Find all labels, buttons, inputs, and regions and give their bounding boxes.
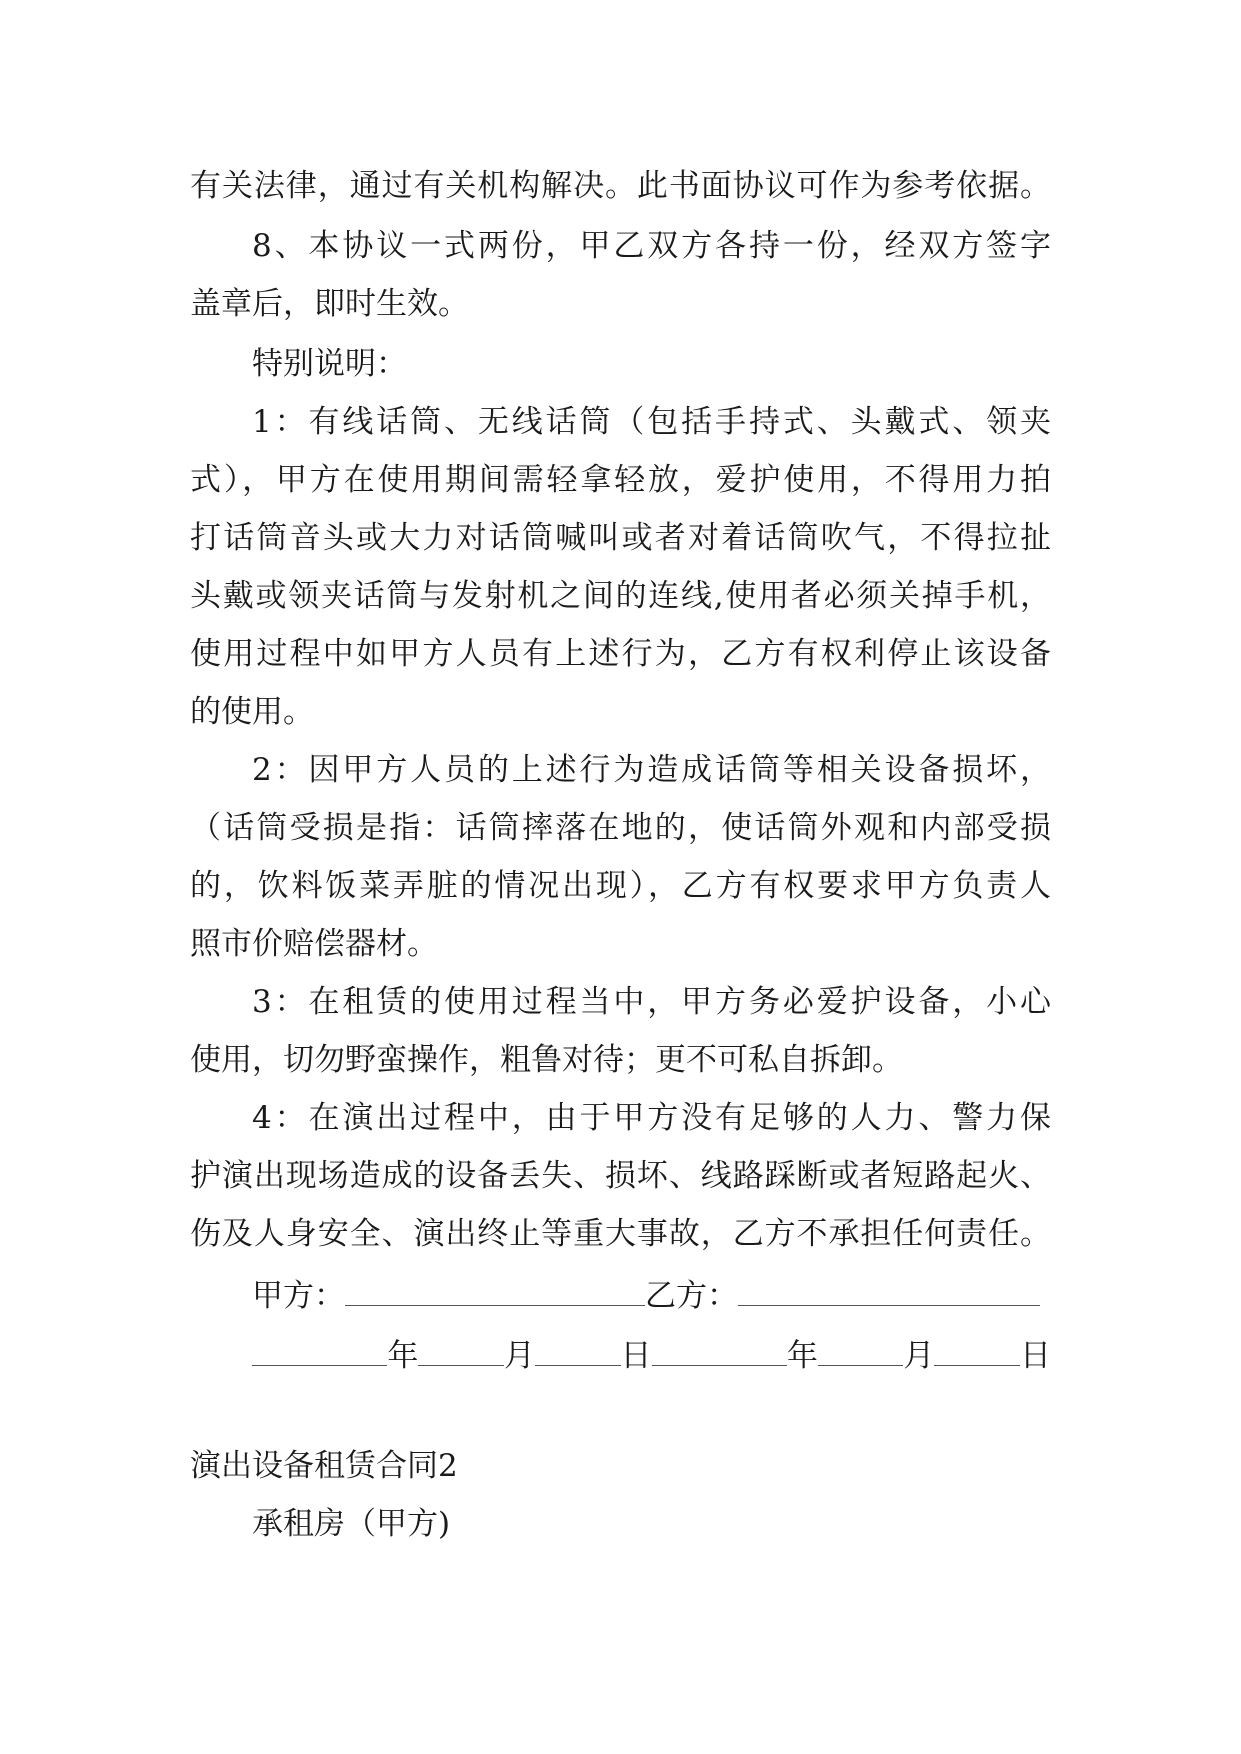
text-line: 有关法律，通过有关机构解决。此书面协议可作为参考依据。 bbox=[190, 168, 1051, 204]
month-blank bbox=[818, 1339, 904, 1366]
party-a-blank bbox=[345, 1279, 645, 1306]
year-label: 年 bbox=[786, 1337, 818, 1374]
lessee-label: 承租房（甲方) bbox=[252, 1506, 451, 1542]
text-line: 头戴或领夹话筒与发射机之间的连线,使用者必须关掉手机， bbox=[190, 578, 1051, 614]
day-blank bbox=[535, 1339, 621, 1366]
text-line: 2：因甲方人员的上述行为造成话筒等相关设备损坏， bbox=[252, 752, 1051, 788]
signature-line bbox=[252, 1272, 1051, 1312]
party-a-label: 甲方： bbox=[252, 1277, 345, 1314]
text-line: 使用，切勿野蛮操作，粗鲁对待；更不可私自拆卸。 bbox=[190, 1042, 903, 1078]
year-label: 年 bbox=[387, 1337, 419, 1374]
day-blank bbox=[934, 1339, 1020, 1366]
year-blank bbox=[252, 1339, 387, 1366]
text-line: 3：在租赁的使用过程当中，甲方务必爱护设备，小心 bbox=[252, 984, 1051, 1020]
month-blank bbox=[418, 1339, 504, 1366]
text-line: 的，饮料饭菜弄脏的情况出现），乙方有权要求甲方负责人 bbox=[190, 868, 1051, 904]
text-line: （话筒受损是指：话筒摔落在地的，使话筒外观和内部受损 bbox=[190, 810, 1051, 846]
text-line: 使用过程中如甲方人员有上述行为，乙方有权利停止该设备 bbox=[190, 636, 1051, 672]
text-line: 的使用。 bbox=[190, 694, 314, 730]
text-line: 式），甲方在使用期间需轻拿轻放，爱护使用，不得用力拍 bbox=[190, 462, 1051, 498]
section-heading: 特别说明： bbox=[252, 346, 407, 382]
year-blank bbox=[652, 1339, 787, 1366]
text-line: 伤及人身安全、演出终止等重大事故，乙方不承担任何责任。 bbox=[190, 1216, 1051, 1252]
section-title: 演出设备租赁合同2 bbox=[190, 1448, 458, 1484]
party-b-label: 乙方： bbox=[645, 1277, 738, 1314]
text-line: 护演出现场造成的设备丢失、损坏、线路踩断或者短路起火、 bbox=[190, 1158, 1051, 1194]
day-label: 日 bbox=[1020, 1337, 1051, 1374]
party-b-blank bbox=[738, 1279, 1040, 1306]
text-line: 8、本协议一式两份，甲乙双方各持一份，经双方签字 bbox=[252, 228, 1051, 264]
text-line: 1：有线话筒、无线话筒（包括手持式、头戴式、领夹 bbox=[252, 404, 1051, 440]
date-line bbox=[252, 1332, 1051, 1372]
month-label: 月 bbox=[503, 1337, 535, 1374]
month-label: 月 bbox=[903, 1337, 935, 1374]
text-line: 打话筒音头或大力对话筒喊叫或者对着话筒吹气，不得拉扯 bbox=[190, 520, 1051, 556]
text-line: 照市价赔偿器材。 bbox=[190, 926, 438, 962]
text-line: 盖章后，即时生效。 bbox=[190, 286, 469, 322]
day-label: 日 bbox=[620, 1337, 652, 1374]
text-line: 4：在演出过程中，由于甲方没有足够的人力、警力保 bbox=[252, 1100, 1051, 1136]
